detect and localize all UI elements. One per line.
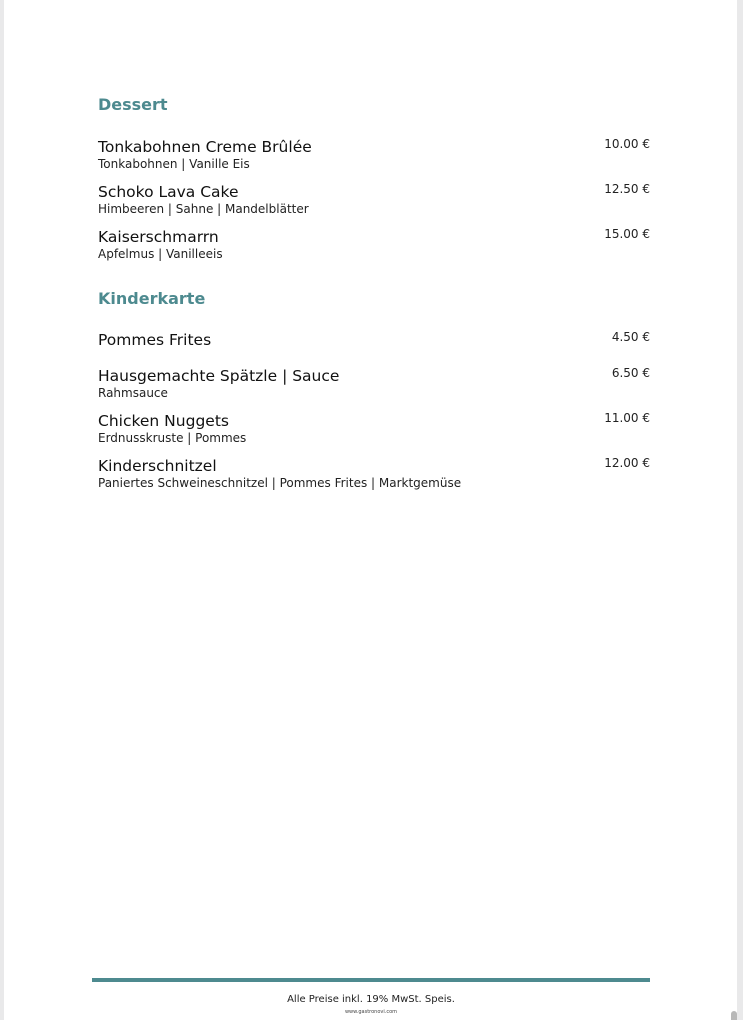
item-price: 11.00 € (604, 411, 650, 425)
item-name: Pommes Frites (98, 331, 212, 349)
item-name: Kaiserschmarrn (98, 228, 219, 246)
menu-item (98, 366, 650, 400)
menu-item (98, 182, 650, 216)
item-name: Kinderschnitzel (98, 457, 217, 475)
menu-item (98, 456, 650, 490)
item-description: Rahmsauce (98, 386, 168, 400)
menu-page (4, 0, 737, 1020)
item-description: Tonkabohnen | Vanille Eis (98, 157, 250, 171)
menu-item (98, 330, 650, 352)
item-price: 10.00 € (604, 137, 650, 151)
item-description: Paniertes Schweineschnitzel | Pommes Frites | Marktgemüse (98, 476, 462, 490)
section-title-kinderkarte: Kinderkarte (98, 289, 206, 308)
item-description: Apfelmus | Vanilleeis (98, 247, 223, 261)
menu-item (98, 137, 650, 171)
item-description: Himbeeren | Sahne | Mandelblätter (98, 202, 309, 216)
section-title-dessert: Dessert (98, 95, 168, 114)
footer-website: www.gastronovi.com (344, 1009, 398, 1015)
item-price: 12.00 € (604, 456, 650, 470)
menu-item (98, 227, 650, 261)
footer-divider (92, 978, 650, 982)
item-description: Erdnusskruste | Pommes (98, 431, 247, 445)
section-dessert (98, 94, 650, 261)
footer-price-note: Alle Preise inkl. 19% MwSt. Speis. (287, 994, 455, 1005)
item-price: 4.50 € (611, 330, 650, 344)
section-kinderkarte (98, 288, 650, 490)
scrollbar-thumb[interactable] (731, 1011, 737, 1020)
menu-content (98, 94, 650, 490)
item-name: Chicken Nuggets (98, 412, 229, 430)
item-name: Tonkabohnen Creme Brûlée (98, 138, 312, 156)
item-name: Schoko Lava Cake (98, 183, 239, 201)
item-price: 6.50 € (611, 366, 650, 380)
menu-item (98, 411, 650, 445)
item-name: Hausgemachte Spätzle | Sauce (98, 367, 340, 385)
item-price: 15.00 € (604, 227, 650, 241)
item-price: 12.50 € (604, 182, 650, 196)
